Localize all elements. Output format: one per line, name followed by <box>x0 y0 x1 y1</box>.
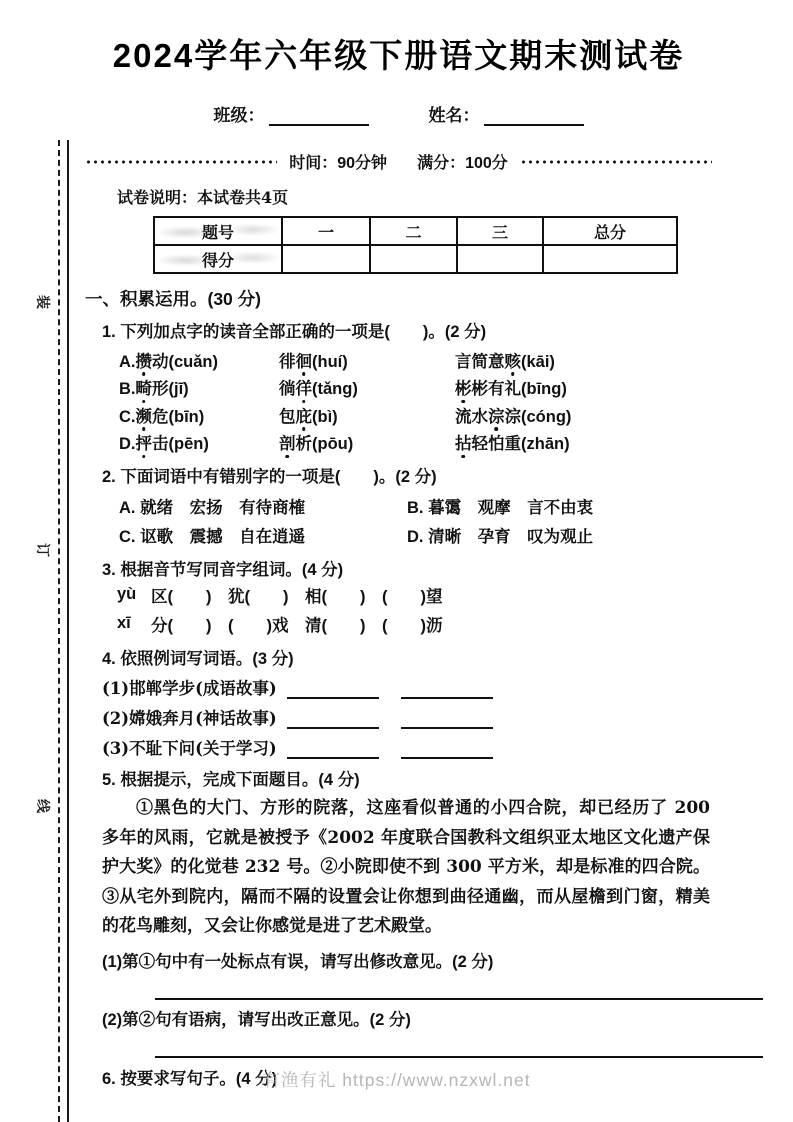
answer-line[interactable] <box>155 1056 763 1058</box>
answer-line[interactable] <box>155 998 763 1000</box>
q2-stem: 2. 下面词语中有错别字的一项是( )。(2 分) <box>102 468 437 486</box>
q1-stem: 1. 下列加点字的读音全部正确的一项是( )。(2 分) <box>102 323 487 341</box>
q2-option-a: A. 就绪 宏扬 有待商榷 <box>119 498 306 517</box>
q2-option-b: B. 暮霭 观摩 言不由衷 <box>407 498 594 517</box>
q1-option-a: A.攒动(cuǎn) 徘徊(huí) 言简意赅(kāi) <box>119 346 712 374</box>
q1-option-d: D.抨击(pēn) 剖析(pōu) 拈轻怕重(zhān) <box>119 429 712 457</box>
dotted-line-right <box>520 160 712 164</box>
paper-note: 试卷说明：本试卷共4页 <box>117 188 289 207</box>
q5-stem: 5. 根据提示，完成下面题目。(4 分) <box>102 771 360 789</box>
time-score-rule <box>85 150 712 173</box>
score-table-header-two: 二 <box>370 217 457 245</box>
q4-item-1: (1)邯郸学步(成语故事) <box>102 669 712 699</box>
q6-stem: 6. 按要求写句子。(4 分) <box>102 1069 278 1088</box>
q5-sub1: (1)第①句中有一处标点有误，请写出修改意见。(2 分) <box>102 952 494 971</box>
q1-options <box>119 346 712 456</box>
dotted-line-left <box>85 160 277 164</box>
binding-dashed-line <box>58 140 60 1122</box>
name-blank[interactable] <box>484 106 584 126</box>
q3-pinyin-yu: yù <box>117 585 137 603</box>
q3-row-yu[interactable]: yù 区( ) 犹( ) 相( ) ( )望 <box>117 585 443 606</box>
q3-stem: 3. 根据音节写同音字组词。(4 分) <box>102 561 344 579</box>
q4-stem: 4. 依照例词写词语。(3 分) <box>102 650 294 668</box>
answer-blank[interactable] <box>287 737 379 759</box>
name-label: 姓名： <box>428 106 480 125</box>
class-blank[interactable] <box>269 106 369 126</box>
score-table-header-one: 一 <box>282 217 370 245</box>
binding-solid-line <box>67 140 69 1122</box>
score-table <box>153 216 678 274</box>
q2-option-d: D. 清晰 孕育 叹为观止 <box>407 527 594 546</box>
binding-char-xian: 线 <box>34 799 50 813</box>
q5-sub2: (2)第②句有语病，请写出改正意见。(2 分) <box>102 1010 411 1029</box>
full-score-label: 满分：100分 <box>417 155 508 172</box>
section-one-heading: 一、积累运用。(30 分) <box>85 289 261 309</box>
binding-char-ding: 订 <box>34 543 50 557</box>
score-table-header-three: 三 <box>457 217 543 245</box>
q2-option-c: C. 讴歌 震撼 自在逍遥 <box>119 527 306 546</box>
page-title: 2024学年六年级下册语文期末测试卷 <box>112 37 685 74</box>
score-cell-one[interactable] <box>282 245 370 273</box>
q3-row-xi[interactable]: xī 分( ) ( )戏 清( ) ( )沥 <box>117 614 443 635</box>
q1-option-c: C.濒危(bīn) 包庇(bì) 流水淙淙(cóng) <box>119 401 712 429</box>
q5-passage: ①黑色的大门、方形的院落，这座看似普通的小四合院，却已经历了 200 多年的风雨，它就是被授予《2002 年度联合国教科文组织亚太地区文化遗产保护大奖》的化觉巷 232 号。②小院即使不到 300 平方米，却是标准的四合院。③从宅外到院内，隔而不隔的设置会让你想到曲径通幽，而从屋檐到门窗，精美的花鸟雕刻，又会让你感觉是进了艺术殿堂。 <box>102 798 710 936</box>
score-cell-two[interactable] <box>370 245 457 273</box>
score-cell-three[interactable] <box>457 245 543 273</box>
answer-blank[interactable] <box>287 707 379 729</box>
score-table-header-tihao: 题号 <box>154 217 282 245</box>
score-cell-total[interactable] <box>543 245 677 273</box>
binding-char-zhuang: 装 <box>34 295 50 309</box>
table-row <box>154 245 677 273</box>
q1-option-b: B.畸形(jī) 徜徉(tǎng) 彬彬有礼(bīng) <box>119 374 712 402</box>
answer-blank[interactable] <box>401 737 493 759</box>
answer-blank[interactable] <box>287 677 379 699</box>
time-label: 时间：90分钟 <box>289 155 388 172</box>
class-label: 班级： <box>213 106 265 125</box>
q4-item-2: (2)嫦娥奔月(神话故事) <box>102 699 712 729</box>
watermark: 有渔有礼 https://www.nzxwl.net <box>262 1070 531 1090</box>
answer-blank[interactable] <box>401 677 493 699</box>
score-table-header-total: 总分 <box>543 217 677 245</box>
q2-options <box>119 491 712 549</box>
q3-pinyin-xi: xī <box>117 614 131 632</box>
score-row-label: 得分 <box>154 245 282 273</box>
table-row <box>154 217 677 245</box>
q4-item-3: (3)不耻下问(关于学习) <box>102 729 712 759</box>
answer-blank[interactable] <box>401 707 493 729</box>
